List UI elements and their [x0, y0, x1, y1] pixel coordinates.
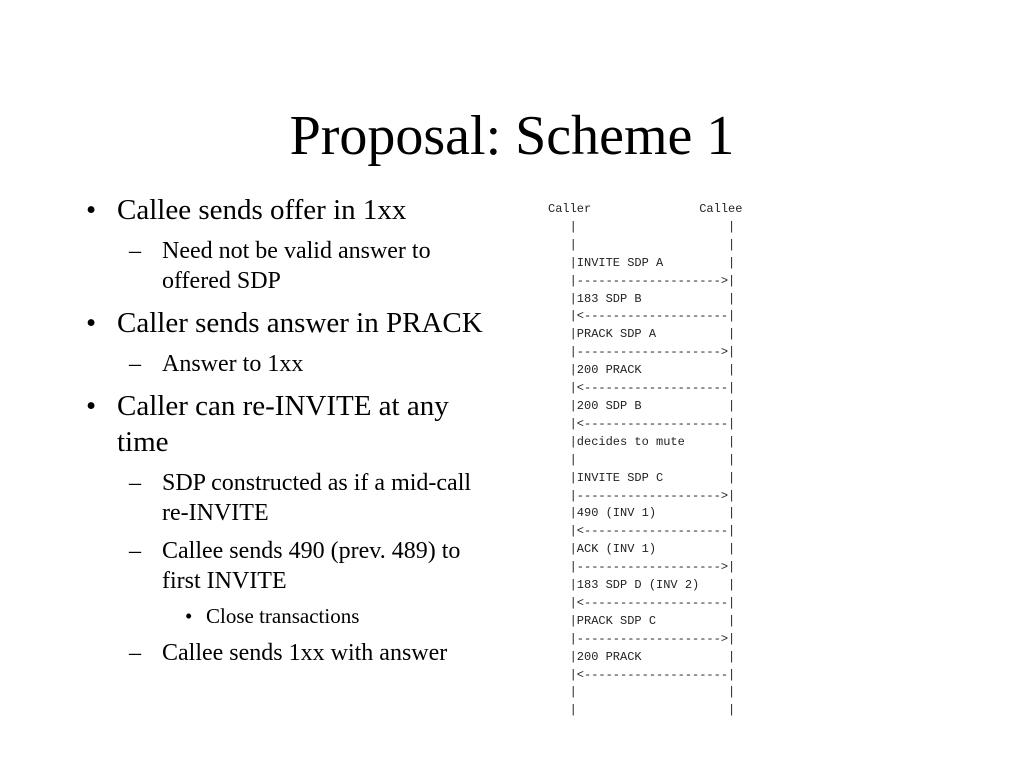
call-flow-line: |-------------------->|	[548, 560, 736, 575]
slide-title: Proposal: Scheme 1	[289, 105, 735, 167]
sub-bullet-item	[80, 638, 500, 668]
sub-bullet-text: Answer to 1xx	[162, 351, 304, 377]
bullet-text: Caller sends answer in PRACK	[117, 307, 483, 339]
call-flow-line: |-------------------->|	[548, 273, 736, 288]
call-flow-line: | |	[548, 703, 736, 718]
call-flow-line: | |	[548, 219, 736, 234]
bullet-marker: •	[86, 194, 97, 226]
sub-bullet-text: SDP constructed as if a mid-call re-INVITE	[162, 470, 472, 526]
sub-sub-bullet-item	[80, 602, 500, 630]
bullet-marker: •	[86, 307, 97, 339]
dash-marker: –	[129, 538, 141, 564]
sub-bullet-item	[80, 468, 500, 528]
call-flow-line: |<--------------------|	[548, 595, 736, 610]
bullet-item	[80, 305, 500, 341]
call-flow-line: | |	[548, 452, 736, 467]
call-flow-line: |183 SDP B |	[548, 291, 736, 306]
small-bullet-marker: •	[185, 604, 193, 628]
bullet-item	[80, 192, 500, 228]
call-flow-line: |PRACK SDP A |	[548, 327, 736, 342]
call-flow-line: |PRACK SDP C |	[548, 613, 736, 628]
call-flow-line: |200 PRACK |	[548, 363, 736, 378]
sub-bullet-text: Need not be valid answer to offered SDP	[162, 238, 431, 294]
dash-marker: –	[129, 238, 141, 264]
call-flow-line: | |	[548, 237, 736, 252]
dash-marker: –	[129, 470, 141, 496]
call-flow-line: |<--------------------|	[548, 416, 736, 431]
sub-sub-bullet-text: Close transactions	[206, 604, 360, 628]
sub-bullet-item	[80, 536, 500, 596]
sub-bullet-text: Callee sends 490 (prev. 489) to first INVITE	[162, 538, 461, 594]
call-flow-diagram	[548, 201, 742, 720]
bullet-item	[80, 388, 500, 460]
call-flow-line: |-------------------->|	[548, 488, 736, 503]
call-flow-line: Caller Callee	[548, 202, 743, 216]
sub-bullet-item	[80, 349, 500, 379]
bullet-list	[80, 192, 500, 668]
bullet-text: Caller can re-INVITE at any time	[117, 390, 449, 458]
call-flow-line: |-------------------->|	[548, 631, 736, 646]
call-flow-line: |<--------------------|	[548, 667, 736, 682]
call-flow-line: | |	[548, 685, 736, 700]
call-flow-line: |INVITE SDP C |	[548, 470, 736, 485]
call-flow-line: |<--------------------|	[548, 381, 736, 396]
sub-bullet-item	[80, 236, 500, 296]
call-flow-line: |ACK (INV 1) |	[548, 542, 736, 557]
dash-marker: –	[129, 640, 141, 666]
call-flow-line: |200 PRACK |	[548, 649, 736, 664]
bullet-text: Callee sends offer in 1xx	[117, 194, 407, 226]
call-flow-line: |decides to mute |	[548, 434, 736, 449]
call-flow-line: |490 (INV 1) |	[548, 506, 736, 521]
call-flow-line: |<--------------------|	[548, 524, 736, 539]
call-flow-line: |INVITE SDP A |	[548, 255, 736, 270]
call-flow-line: |183 SDP D (INV 2) |	[548, 578, 736, 593]
bullet-marker: •	[86, 390, 97, 422]
sub-bullet-text: Callee sends 1xx with answer	[162, 640, 448, 666]
dash-marker: –	[129, 351, 141, 377]
call-flow-line: |-------------------->|	[548, 345, 736, 360]
call-flow-line: |200 SDP B |	[548, 398, 736, 413]
call-flow-line: |<--------------------|	[548, 309, 736, 324]
